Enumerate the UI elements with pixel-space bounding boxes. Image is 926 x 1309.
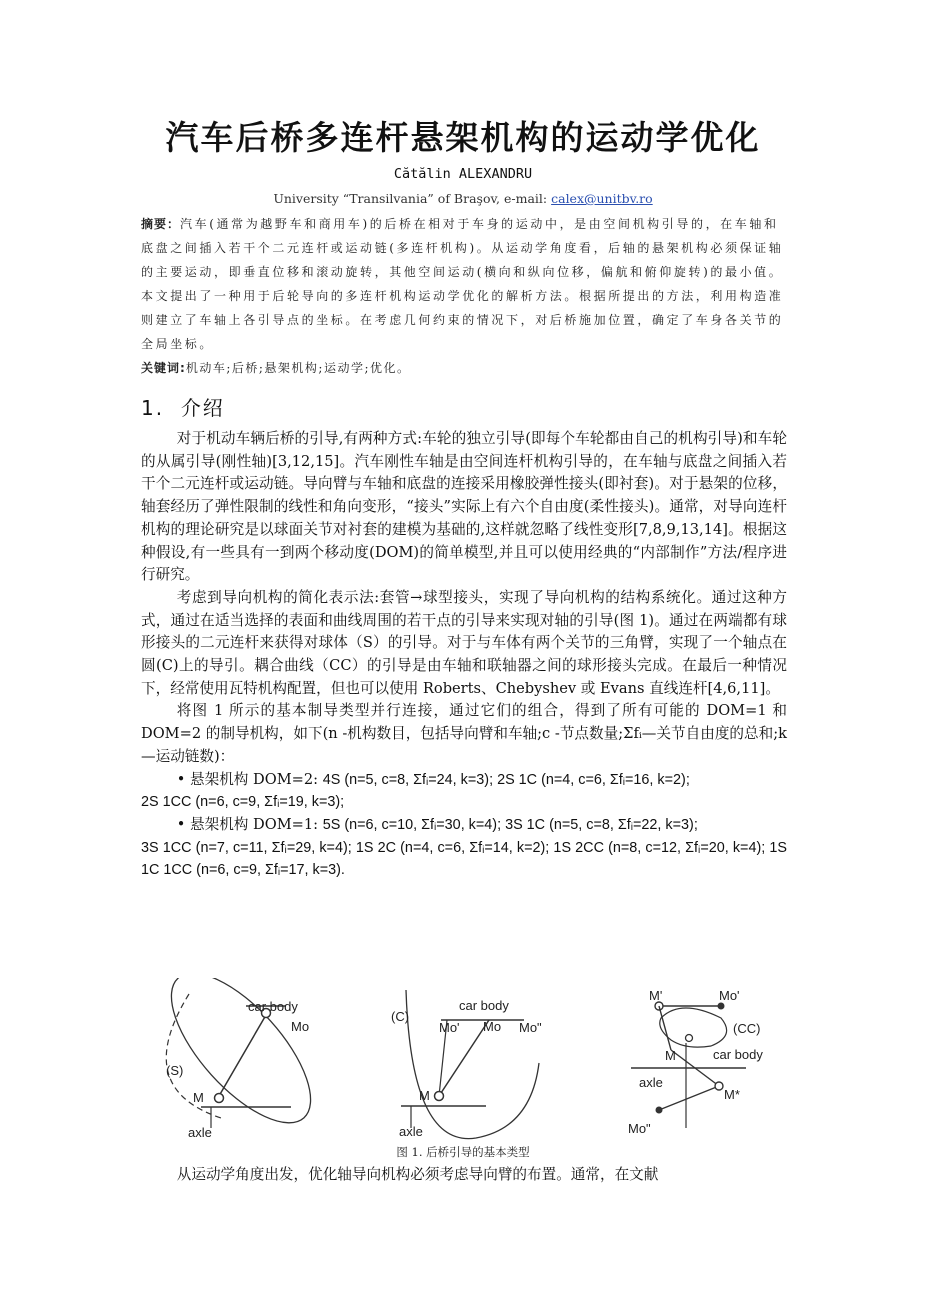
m-star-joint bbox=[715, 1082, 723, 1090]
bullet-dom2-cont: 2S 1CC (n=6, c=9, Σfᵢ=19, k=3); bbox=[141, 794, 345, 811]
watt-bottom-link bbox=[659, 1086, 719, 1110]
affiliation bbox=[0, 191, 926, 206]
bullet-dom2-head: • 悬架机构 DOM=2: bbox=[176, 770, 323, 788]
bullet-dom1-tail: 5S (n=6, c=10, Σfᵢ=30, k=4); 3S 1C (n=5, c=8, Σfᵢ=22, k=3); bbox=[322, 816, 698, 833]
figure-panel-sphere bbox=[148, 978, 333, 1143]
mo-prime-joint bbox=[718, 1003, 725, 1010]
mo-dprime-joint bbox=[656, 1107, 663, 1114]
label-axle-1: axle bbox=[188, 1125, 212, 1140]
continuation-text bbox=[141, 1164, 787, 1187]
section-heading bbox=[141, 392, 225, 421]
keywords-label: 关键词: bbox=[141, 361, 186, 375]
author-name: Cătălin ALEXANDRU bbox=[393, 166, 533, 182]
label-s: (S) bbox=[166, 1063, 184, 1078]
m-joint-3 bbox=[686, 1035, 693, 1042]
paragraph-1: 对于机动车辆后桥的引导,有两种方式:车轮的独立引导(即每个车轮都由自己的机构引导)和车轮的从属引导(刚性轴)[3,12,15]。汽车刚性车轴是由空间连杆机构引导的，在车轴与底盘之间插入若干个二元连杆或运动链。导向臂与车轴和底盘的连接采用橡胶弹性接头(即衬套)。对于悬架的位移，轴套经历了弹性限制的线性和角向变形，“接头”实际上有六个自由度(柔性接头)。通常，对导向连杆机构的理论研究是以球面关节对衬套的建模为基础的,这样就忽略了线性变形[7,8,9,13,14]。根据这种假设,有一些具有一到两个移动度(DOM)的简单模型,并且可以使用经典的“内部制作”方法/程序进行研究。 bbox=[141, 430, 787, 584]
affiliation-text: University “Transilvania” of Braşov, e-mail: bbox=[273, 191, 552, 206]
label-axle-3: axle bbox=[639, 1075, 663, 1090]
bullet-dom2-tail: 4S (n=5, c=8, Σfᵢ=24, k=3); 2S 1C (n=4, c=6, Σfᵢ=16, k=2); bbox=[322, 771, 690, 788]
section-number: 1. bbox=[141, 396, 165, 420]
sphere-ellipse bbox=[148, 978, 333, 1143]
label-car-body-2: car body bbox=[459, 998, 509, 1013]
paragraph-3: 将图 1 所示的基本制导类型并行连接，通过它们的组合，得到了所有可能的 DOM=1 和 DOM=2 的制导机构，如下(n -机构数目，包括导向臂和车轴;c -节点数量;Σfᵢ—关节自由度的总和;k—运动链数)： bbox=[141, 702, 787, 765]
figure-1 bbox=[141, 978, 787, 1143]
m-joint-2 bbox=[435, 1092, 444, 1101]
label-m-3: M bbox=[665, 1048, 676, 1063]
label-m-star: M* bbox=[724, 1087, 740, 1102]
bullet-dom1-cont: 3S 1CC (n=7, c=11, Σfᵢ=29, k=4); 1S 2C (n=4, c=6, Σfᵢ=14, k=2); 1S 2CC (n=8, c=12, Σfᵢ=20, k=4); 1S 1C 1CC (n=6, c=9, Σfᵢ=17, k=3). bbox=[141, 839, 787, 879]
figure-panel-coupler bbox=[628, 988, 763, 1136]
label-c: (C) bbox=[391, 1009, 410, 1024]
label-mo-dprime-2: Mo" bbox=[519, 1020, 542, 1035]
email-link[interactable]: calex@unitbv.ro bbox=[551, 191, 653, 206]
label-m-1: M bbox=[193, 1090, 204, 1105]
paragraph-4: 从运动学角度出发，优化轴导向机构必须考虑导向臂的布置。通常，在文献 bbox=[176, 1166, 659, 1183]
label-axle-2: axle bbox=[399, 1124, 423, 1139]
label-mo-1: Mo bbox=[291, 1019, 310, 1034]
body-text bbox=[141, 428, 787, 882]
label-mo-prime-3: Mo' bbox=[719, 988, 740, 1003]
figure-caption: 图 1. 后桥引导的基本类型 bbox=[396, 1145, 530, 1159]
m-joint bbox=[215, 1094, 224, 1103]
keywords-text: 机动车;后桥;悬架机构;运动学;优化。 bbox=[185, 361, 411, 375]
label-car-body-3: car body bbox=[713, 1047, 763, 1062]
coupler-curve bbox=[660, 1008, 727, 1047]
label-car-body-1: car body bbox=[248, 999, 298, 1014]
label-mo-2: Mo bbox=[483, 1019, 502, 1034]
paragraph-2: 考虑到导向机构的简化表示法:套管→球型接头，实现了导向机构的结构系统化。通过这种方式，通过在适当选择的表面和曲线周围的若干点的引导来实现对轴的引导(图 1)。通过在两端都有球形接头的二元连杆来获得对球体（S）的引导。对于与车体有两个关节的三角臂，实现了一个轴点在圆(C)上的导引。耦合曲线（CC）的引导是由车轴和联轴器之间的球形接头完成。在最后一种情况下，经常使用瓦特机构配置，但也可以使用 Roberts、Chebyshev 或 Evans 直线连杆[4,6,11]。 bbox=[141, 588, 787, 697]
label-m-2: M bbox=[419, 1088, 430, 1103]
abstract bbox=[141, 212, 787, 356]
label-mo-prime-2: Mo' bbox=[439, 1020, 460, 1035]
bullet-dom1 bbox=[141, 814, 787, 837]
keywords bbox=[141, 356, 787, 380]
abstract-label: 摘要： bbox=[141, 217, 181, 231]
bullet-dom1-head: • 悬架机构 DOM=1: bbox=[176, 815, 323, 833]
section-title: 介绍 bbox=[180, 396, 225, 420]
label-cc: (CC) bbox=[733, 1021, 761, 1036]
bullet-dom2 bbox=[141, 769, 787, 792]
figure-panel-circle bbox=[391, 990, 542, 1139]
sphere-link bbox=[219, 1015, 266, 1096]
label-m-prime: M' bbox=[649, 988, 663, 1003]
label-mo-dprime-3: Mo" bbox=[628, 1121, 651, 1136]
paper-title: 汽车后桥多连杆悬架机构的运动学优化 bbox=[165, 118, 761, 157]
abstract-text: 汽车(通常为越野车和商用车)的后桥在相对于车身的运动中，是由空间机构引导的，在车轴和底盘之间插入若干个二元连杆或运动链(多连杆机构)。从运动学角度看，后轴的悬架机构必须保证轴的主要运动，即垂直位移和滚动旋转，其他空间运动(横向和纵向位移，偏航和俯仰旋转)的最小值。本文提出了一种用于后轮导向的多连杆机构运动学优化的解析方法。根据所提出的方法，利用构造准则建立了车轴上各引导点的坐标。在考虑几何约束的情况下，对后桥施加位置，确定了车身各关节的全局坐标。 bbox=[141, 217, 784, 351]
